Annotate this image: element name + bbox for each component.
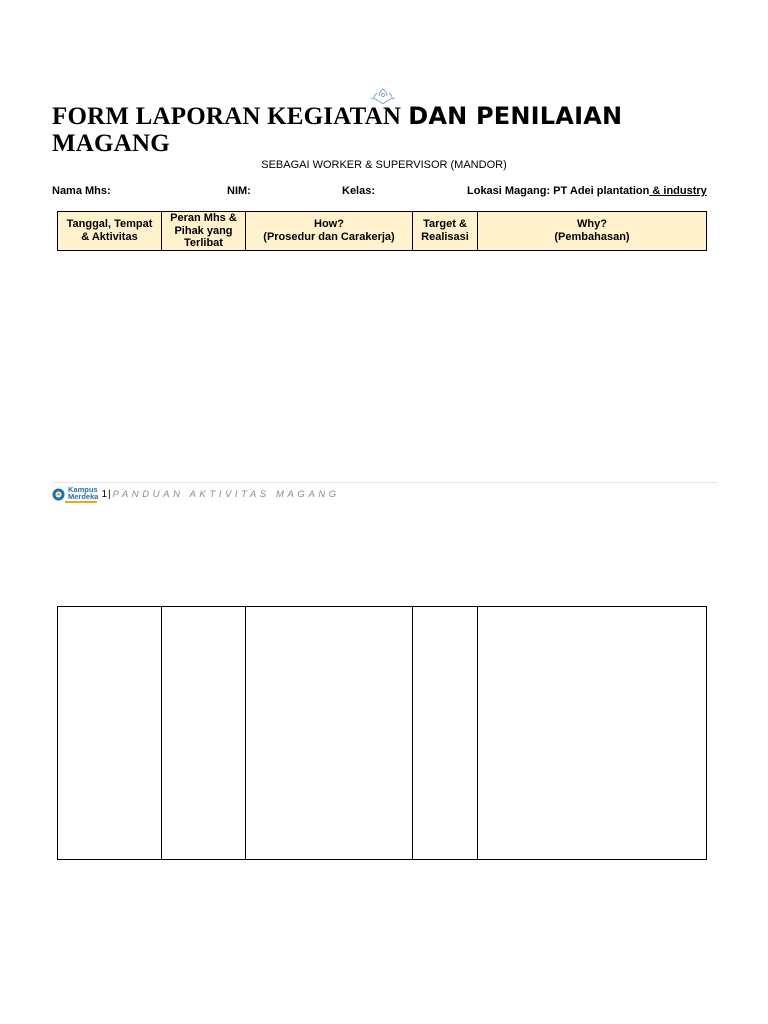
form-subtitle: SEBAGAI WORKER & SUPERVISOR (MANDOR) [261,159,507,171]
footer-divider [52,482,718,483]
footer-separator: | [108,488,111,500]
cell-target[interactable] [413,607,478,860]
title-part-1: FORM LAPORAN KEGIATAN [52,103,402,130]
title-line-2: MAGANG [52,130,170,157]
report-table-header [57,211,707,251]
page-number: 1 [101,488,107,500]
kampus-merdeka-logo-icon [52,488,65,501]
report-table-body [57,606,707,860]
kampus-merdeka-logo: Kampus Merdeka [52,486,98,503]
footer-text: PANDUAN AKTIVITAS MAGANG [112,488,340,500]
cell-peran[interactable] [162,607,246,860]
table-row [58,607,707,860]
kelas-label: Kelas: [342,185,376,197]
header-why: Why? (Pembahasan) [478,212,707,251]
lokasi-magang-label [467,185,707,197]
page-footer [52,484,340,504]
header-tanggal: Tanggal, Tempat & Aktivitas [58,212,162,251]
header-target: Target & Realisasi [413,212,478,251]
nama-mhs-label: Nama Mhs: [52,185,111,197]
cell-tanggal[interactable] [58,607,162,860]
header-peran: Peran Mhs & Pihak yang Terlibat [162,212,246,251]
header-how: How? (Prosedur dan Carakerja) [246,212,413,251]
table-header-row [58,212,707,251]
nim-label: NIM: [227,185,251,197]
cell-how[interactable] [246,607,413,860]
cell-why[interactable] [478,607,707,860]
title-part-2: DAN PENILAIAN [408,102,623,130]
lokasi-underlined-text: & industry [649,185,707,197]
form-title [52,103,622,157]
lokasi-text: Lokasi Magang: PT Adei plantation [467,185,650,197]
